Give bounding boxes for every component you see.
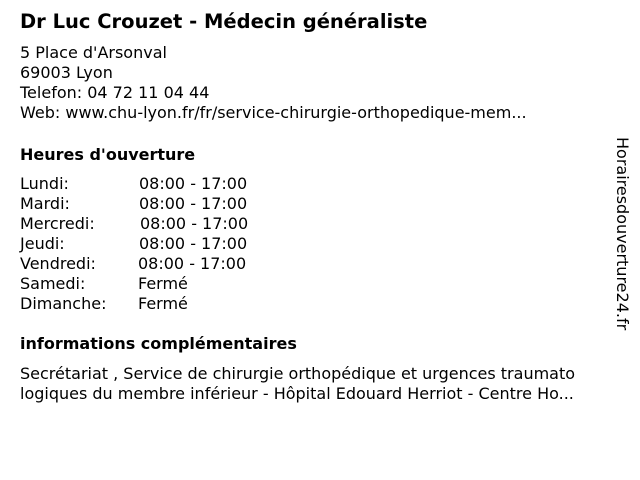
day-label: Vendredi: [20, 254, 96, 273]
hours-row-sunday [20, 294, 320, 314]
time-value: Fermé [138, 294, 188, 313]
additional-info-heading: informations complémentaires [20, 334, 297, 353]
opening-hours-table [20, 174, 320, 314]
address-block [20, 43, 527, 123]
day-label: Mardi: [20, 194, 70, 213]
info-line: Secrétariat , Service de chirurgie orthopédique et urgences traumato [20, 364, 576, 383]
city: 69003 Lyon [20, 63, 113, 82]
opening-hours-heading: Heures d'ouverture [20, 145, 196, 164]
day-label: Lundi: [20, 174, 69, 193]
day-label: Jeudi: [20, 234, 65, 253]
time-value: 08:00 - 17:00 [139, 194, 248, 213]
hours-row-monday [20, 174, 320, 194]
phone-number: Telefon: 04 72 11 04 44 [20, 83, 210, 102]
hours-row-thursday [20, 234, 320, 254]
time-value: Fermé [138, 274, 188, 293]
hours-row-wednesday [20, 214, 320, 234]
info-line: logiques du membre inférieur - Hôpital Edouard Herriot - Centre Ho... [20, 384, 574, 403]
day-label: Mercredi: [20, 214, 95, 233]
street-address: 5 Place d'Arsonval [20, 43, 167, 62]
time-value: 08:00 - 17:00 [139, 234, 248, 253]
day-label: Samedi: [20, 274, 86, 293]
additional-info-text [20, 364, 630, 404]
page-title: Dr Luc Crouzet - Médecin généraliste [20, 10, 428, 33]
hours-row-friday [20, 254, 320, 274]
day-label: Dimanche: [20, 294, 107, 313]
site-watermark: Horairesdouverture24.fr [613, 137, 632, 331]
time-value: 08:00 - 17:00 [138, 254, 247, 273]
time-value: 08:00 - 17:00 [140, 214, 249, 233]
hours-row-tuesday [20, 194, 320, 214]
website-link[interactable]: Web: www.chu-lyon.fr/fr/service-chirurgie-orthopedique-mem... [20, 103, 527, 122]
hours-row-saturday [20, 274, 320, 294]
time-value: 08:00 - 17:00 [139, 174, 248, 193]
